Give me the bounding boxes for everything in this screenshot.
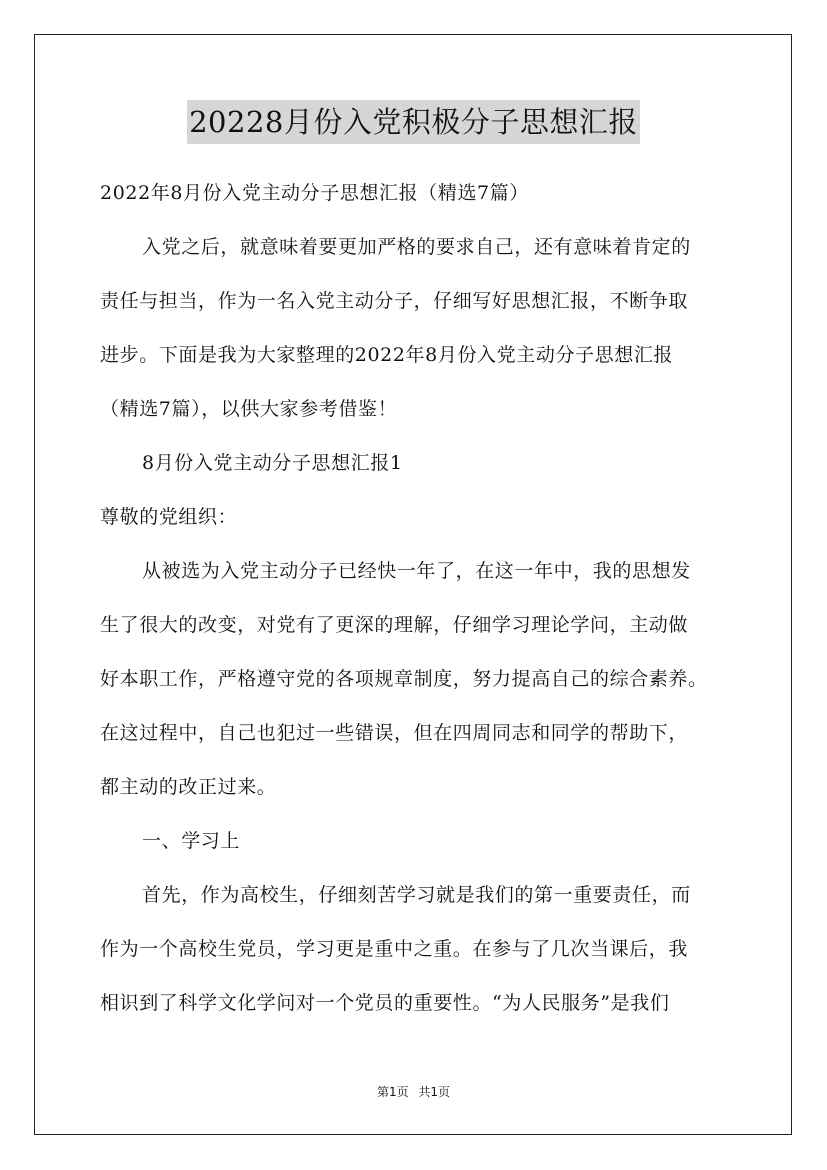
page-footer bbox=[0, 1083, 827, 1100]
body-line: 首先，作为高校生，仔细刻苦学习就是我们的第一重要责任，而 bbox=[142, 884, 691, 906]
body-line: 进步。下面是我为大家整理的2022年8月份入党主动分子思想汇报 bbox=[100, 344, 674, 366]
body-line: 从被选为入党主动分子已经快一年了，在这一年中，我的思想发 bbox=[142, 560, 691, 582]
body-line: 都主动的改正过来。 bbox=[100, 776, 277, 798]
body-line: 作为一个高校生党员，学习更是重中之重。在参与了几次当课后，我 bbox=[100, 938, 689, 960]
body-line: 生了很大的改变，对党有了更深的理解，仔细学习理论学问，主动做 bbox=[100, 614, 689, 636]
document-title: 20228月份入党积极分子思想汇报 bbox=[187, 100, 640, 144]
page-number: 第1页 bbox=[376, 1085, 409, 1099]
body-line: 入党之后，就意味着要更加严格的要求自己，还有意味着肯定的 bbox=[142, 236, 691, 258]
body-line: 好本职工作，严格遵守党的各项规章制度，努力提高自己的综合素养。 bbox=[100, 668, 708, 690]
page-total: 共1页 bbox=[418, 1085, 451, 1099]
subsection-heading: 一、学习上 bbox=[142, 830, 241, 852]
body-line: 相识到了科学文化学问对一个党员的重要性。“为人民服务”是我们 bbox=[100, 992, 670, 1014]
document-body bbox=[100, 166, 740, 1030]
body-line: （精选7篇），以供大家参考借鉴！ bbox=[100, 398, 398, 420]
section-heading: 8月份入党主动分子思想汇报1 bbox=[142, 452, 403, 474]
title-container bbox=[0, 100, 827, 144]
salutation: 尊敬的党组织： bbox=[100, 506, 238, 528]
body-line: 责任与担当，作为一名入党主动分子，仔细写好思想汇报，不断争取 bbox=[100, 290, 689, 312]
body-line: 2022年8月份入党主动分子思想汇报（精选7篇） bbox=[100, 182, 529, 204]
body-line: 在这过程中，自己也犯过一些错误，但在四周同志和同学的帮助下， bbox=[100, 722, 689, 744]
